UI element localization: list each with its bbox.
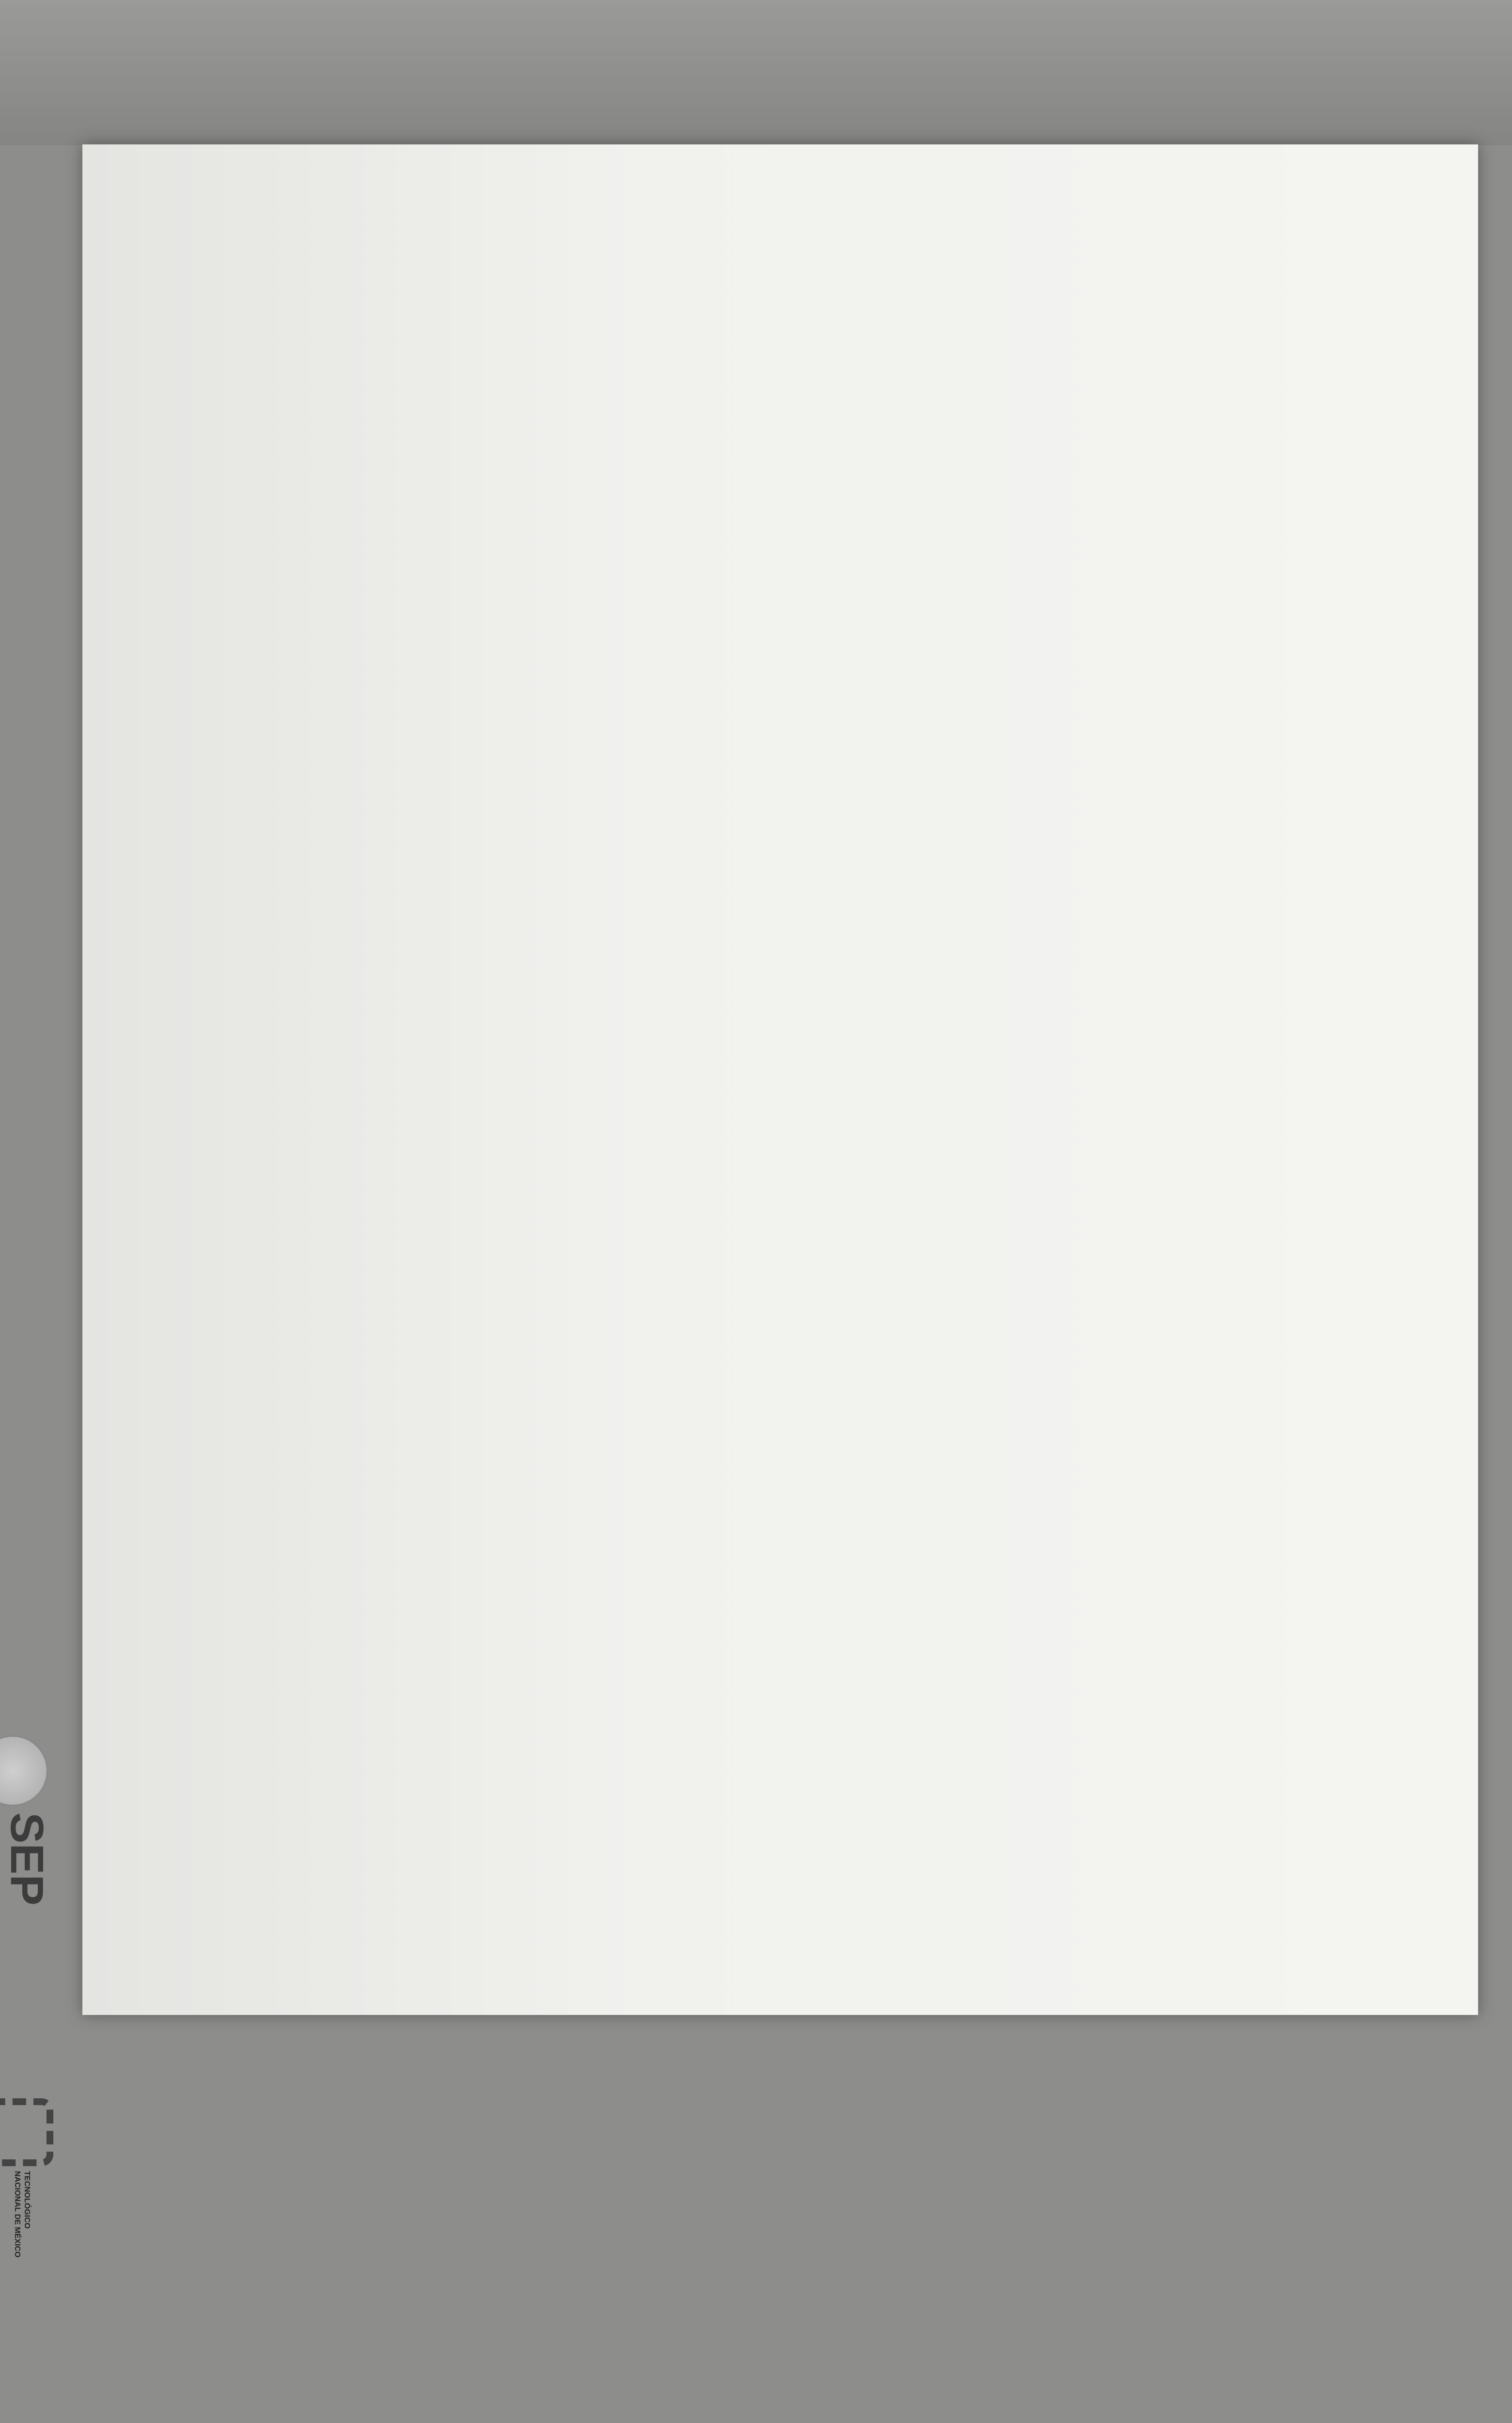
requisition-form (0, 1638, 82, 2423)
sep-subtitle (0, 1812, 1, 1924)
tecnm-text: TECNOLÓGICO NACIONAL DE MÉXICO (13, 2171, 31, 2258)
sep-seal-icon (0, 1735, 48, 1807)
paper-sheet (82, 144, 1478, 2015)
sep-logo: SEP (1, 1812, 53, 1906)
background-surface (0, 0, 1512, 145)
tecnm-gear-icon (0, 2098, 53, 2166)
